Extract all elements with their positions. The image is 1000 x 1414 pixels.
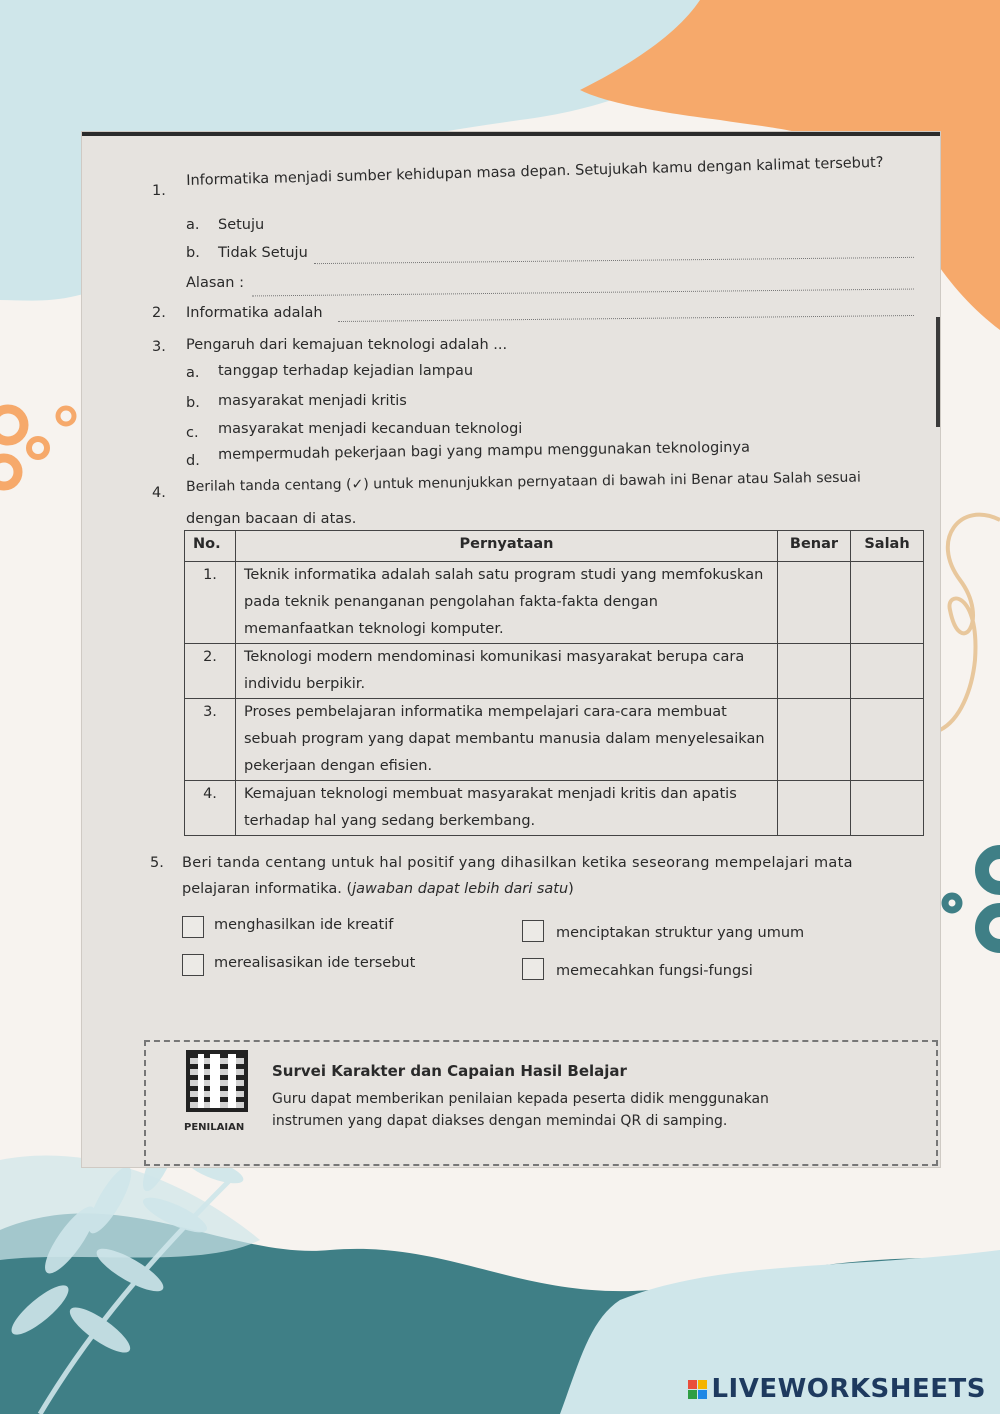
qr-label: PENILAIAN	[184, 1122, 245, 1133]
qr-code-icon[interactable]	[186, 1050, 248, 1112]
q1-text: Informatika menjadi sumber kehidupan masa depan. Setujukah kamu dengan kalimat tersebut?	[186, 154, 884, 189]
q1-reason-label: Alasan :	[186, 275, 244, 291]
statement-table	[184, 530, 924, 836]
logo-grid-icon	[688, 1380, 707, 1399]
table-row	[185, 644, 924, 699]
q1-option-a-letter: a.	[186, 217, 200, 233]
header-statement: Pernyataan	[236, 531, 778, 562]
q2-answer-line[interactable]	[338, 315, 914, 322]
q5-text-line2-end: )	[568, 881, 574, 897]
orange-rings-left	[0, 408, 74, 486]
choice-label-4: memecahkan fungsi-fungsi	[556, 963, 753, 979]
q3-number: 3.	[152, 339, 166, 355]
choice-checkbox-1[interactable]	[182, 916, 204, 938]
table-row	[185, 562, 924, 644]
row-statement: Proses pembelajaran informatika mempelajari cara-cara membuat sebuah program yang dapat membantu manusia dalam menyelesaikan pekerjaan dengan efisien.	[236, 699, 778, 781]
row-number: 4.	[185, 781, 236, 836]
row-number: 3.	[185, 699, 236, 781]
q4-text-line1: Berilah tanda centang (✓) untuk menunjukkan pernyataan di bawah ini Benar atau Salah sesuai	[186, 469, 861, 495]
tan-curl-right	[940, 515, 1000, 730]
q1-answer-line-1[interactable]	[314, 257, 914, 264]
q5-number: 5.	[150, 855, 164, 871]
logo-text: LIVEWORKSHEETS	[711, 1374, 986, 1404]
q1-option-b-text[interactable]: Tidak Setuju	[218, 245, 308, 261]
choice-label-3: merealisasikan ide tersebut	[214, 955, 416, 971]
survey-line2: instrumen yang dapat diakses dengan memindai QR di samping.	[272, 1113, 728, 1129]
teal-rings-right	[945, 852, 1000, 946]
choice-label-1: menghasilkan ide kreatif	[214, 917, 394, 933]
q3-option-d-text[interactable]: mempermudah pekerjaan bagi yang mampu menggunakan teknologinya	[218, 439, 751, 463]
q1-number: 1.	[152, 183, 166, 199]
q3-text: Pengaruh dari kemajuan teknologi adalah ...	[186, 337, 508, 353]
choice-checkbox-2[interactable]	[522, 920, 544, 942]
header-false: Salah	[851, 531, 924, 562]
q3-option-d-letter: d.	[186, 453, 200, 469]
choice-checkbox-3[interactable]	[182, 954, 204, 976]
false-checkbox-cell[interactable]	[851, 644, 924, 699]
q5-text-line2-italic: jawaban dapat lebih dari satu	[352, 881, 569, 897]
true-checkbox-cell[interactable]	[778, 699, 851, 781]
table-header-row	[185, 531, 924, 562]
q4-number: 4.	[152, 485, 166, 501]
q3-option-b-text[interactable]: masyarakat menjadi kritis	[218, 393, 407, 409]
row-number: 2.	[185, 644, 236, 699]
q3-option-c-text[interactable]: masyarakat menjadi kecanduan teknologi	[218, 421, 523, 437]
q3-option-b-letter: b.	[186, 395, 200, 411]
q1-reason-line[interactable]	[252, 289, 914, 297]
false-checkbox-cell[interactable]	[851, 781, 924, 836]
q1-option-b-letter: b.	[186, 245, 200, 261]
choice-checkbox-4[interactable]	[522, 958, 544, 980]
q3-option-c-letter: c.	[186, 425, 199, 441]
row-number: 1.	[185, 562, 236, 644]
true-checkbox-cell[interactable]	[778, 562, 851, 644]
table-row	[185, 781, 924, 836]
true-checkbox-cell[interactable]	[778, 644, 851, 699]
q3-option-a-text[interactable]: tanggap terhadap kejadian lampau	[218, 363, 474, 379]
qr-code-pattern	[190, 1054, 244, 1108]
survey-title: Survei Karakter dan Capaian Hasil Belajar	[272, 1062, 627, 1080]
q3-option-a-letter: a.	[186, 365, 200, 381]
q2-number: 2.	[152, 305, 166, 321]
q5-text-line1: Beri tanda centang untuk hal positif yang dihasilkan ketika seseorang mempelajari mata	[182, 855, 853, 871]
header-true: Benar	[778, 531, 851, 562]
table-row	[185, 699, 924, 781]
false-checkbox-cell[interactable]	[851, 699, 924, 781]
page-binding-shadow	[936, 317, 940, 427]
q5-text-line2	[182, 880, 574, 898]
row-statement: Kemajuan teknologi membuat masyarakat menjadi kritis dan apatis terhadap hal yang sedang berkembang.	[236, 781, 778, 836]
true-checkbox-cell[interactable]	[778, 781, 851, 836]
header-no: No.	[185, 531, 236, 562]
row-statement: Teknik informatika adalah salah satu program studi yang memfokuskan pada teknik penanganan pengolahan fakta-fakta dengan memanfaatkan teknologi komputer.	[236, 562, 778, 644]
choice-label-2: menciptakan struktur yang umum	[556, 925, 805, 941]
liveworksheets-logo	[688, 1374, 986, 1404]
q2-text: Informatika adalah	[186, 305, 323, 321]
false-checkbox-cell[interactable]	[851, 562, 924, 644]
survey-line1: Guru dapat memberikan penilaian kepada peserta didik menggunakan	[272, 1091, 769, 1107]
page-top-edge	[82, 132, 940, 136]
worksheet-page	[82, 132, 940, 1167]
q1-option-a-text[interactable]: Setuju	[218, 217, 265, 233]
q5-text-line2-plain: pelajaran informatika. (	[182, 881, 353, 897]
row-statement: Teknologi modern mendominasi komunikasi masyarakat berupa cara individu berpikir.	[236, 644, 778, 699]
q4-text-line2: dengan bacaan di atas.	[186, 511, 357, 527]
